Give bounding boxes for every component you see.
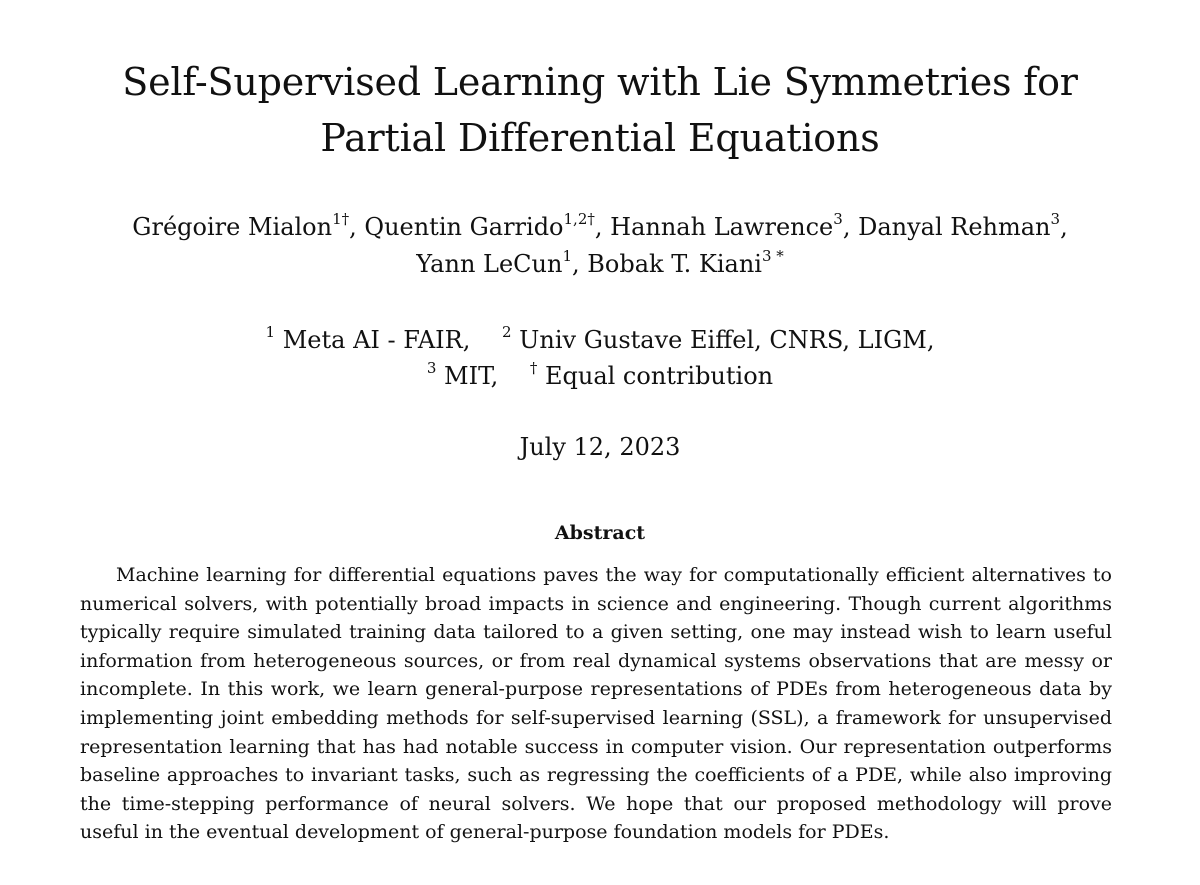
- affiliation: $^2$ Univ Gustave Eiffel, CNRS, LIGM,: [501, 323, 935, 354]
- affiliation-list: [60, 322, 1140, 394]
- author: Yann LeCun$^1$,: [416, 247, 588, 278]
- paper-title: Self-Supervised Learning with Lie Symmetries for Partial Differential Equations: [122, 60, 1078, 160]
- author: Danyal Rehman$^3$,: [858, 210, 1068, 241]
- author-superscript: 1†: [332, 210, 350, 228]
- affiliation: $^1$ Meta AI - FAIR,: [265, 323, 471, 354]
- abstract-body: Machine learning for differential equations paves the way for computationally efficient alternatives to numerical solvers, with potentially broad impacts in science and engineering. Though current algorithms typically require simulated training data tailored to a given setting, one may instead wish to learn useful information from heterogeneous sources, or from real dynamical systems observations that are messy or incomplete. In this work, we learn general-purpose representations of PDEs from heterogeneous data by implementing joint embedding methods for self-supervised learning (SSL), a framework for unsupervised representation learning that has had notable success in computer vision. Our representation outperforms baseline approaches to invariant tasks, such as regressing the coefficients of a PDE, while also improving the time-stepping performance of neural solvers. We hope that our proposed methodology will prove useful in the eventual development of general-purpose foundation models for PDEs.: [80, 564, 1112, 844]
- affiliation: $^3$ MIT,: [426, 359, 499, 390]
- affiliation-note: † Equal contribution: [529, 359, 774, 390]
- author: Hannah Lawrence$^3$,: [610, 210, 859, 241]
- author-list: [60, 209, 1140, 283]
- paper-date: July 12, 2023: [519, 433, 681, 461]
- author-superscript: 3: [1050, 210, 1061, 228]
- author: Bobak T. Kiani$^{3 *}$: [587, 247, 784, 278]
- author: Grégoire Mialon$^{1\dagger}$,: [132, 210, 365, 241]
- author-superscript: 3 *: [761, 247, 784, 265]
- author-superscript: 1,2†: [563, 210, 595, 228]
- author-superscript: 1: [562, 247, 572, 265]
- abstract-heading: Abstract: [554, 522, 646, 544]
- author: Quentin Garrido$^{1,2\dagger}$,: [364, 210, 611, 241]
- author-superscript: 3: [833, 210, 843, 228]
